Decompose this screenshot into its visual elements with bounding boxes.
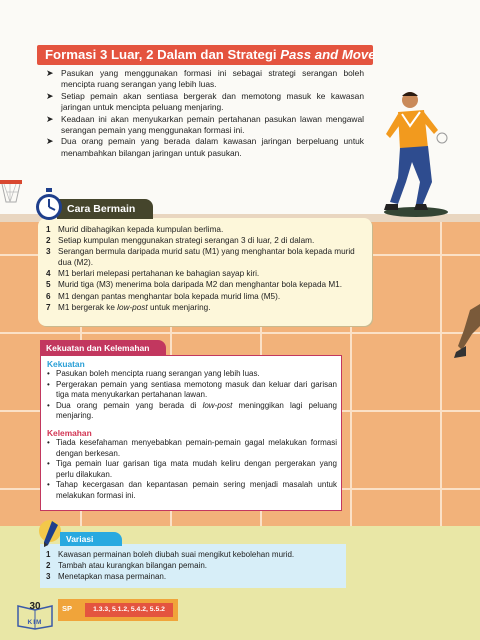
variasi-number: 2: [46, 561, 51, 571]
page-title: [37, 45, 376, 65]
kelemahan-list: [47, 438, 337, 502]
page-label: KIM: [27, 619, 43, 626]
step-text: M1 bergerak ke: [58, 302, 118, 312]
sp-codes: 1.3.3, 5.1.2, 5.4.2, 5.5.2: [85, 603, 173, 617]
list-item: [46, 68, 364, 91]
cara-bermain-heading: Cara Bermain: [57, 199, 153, 219]
variasi-text: Menetapkan masa permainan.: [58, 572, 167, 582]
title-italic: Pass and Move: [280, 47, 376, 62]
list-item: [46, 560, 342, 571]
kekuatan-text: Pasukan boleh mencipta ruang serangan yang lebih luas.: [56, 369, 260, 378]
variasi-text: Tambah atau kurangkan bilangan pemain.: [58, 561, 207, 571]
kekuatan-text: meninggikan lagi peluang menjaring.: [56, 400, 337, 421]
kekuatan-text: Dua orang pemain yang berada di: [56, 400, 203, 410]
cara-bermain-list: [46, 224, 366, 313]
list-item: [46, 571, 342, 582]
step-number: 6: [46, 291, 51, 301]
list-item: [46, 91, 364, 114]
list-item: [46, 224, 366, 235]
intro-text: Dua orang pemain yang berada dalam kawasan jaringan berpeluang untuk menambahkan bilangan jaringan untuk pasukan.: [61, 136, 364, 158]
stopwatch-icon: [34, 188, 64, 222]
list-item: [46, 549, 342, 560]
step-number: 1: [46, 225, 51, 234]
intro-text: Pasukan yang menggunakan formasi ini sebagai strategi serangan boleh mencipta ruang serangan yang lebih luas.: [61, 68, 364, 90]
step-text: Murid dibahagikan kepada kumpulan berlima.: [58, 225, 224, 234]
kekuatan-text: Pergerakan pemain yang sentiasa memotong masuk dan keluar dari garisan tiga mata menyukarkan pertahanan lawan.: [56, 379, 337, 400]
list-item: [46, 235, 366, 246]
list-item: [46, 136, 364, 159]
kekuatan-kelemahan-heading: Kekuatan dan Kelemahan: [40, 340, 166, 356]
kelemahan-text: Tiada kesefahaman menyebabkan pemain-pemain gagal melakukan formasi dengan berkesan.: [56, 438, 337, 458]
sp-label: SP: [62, 604, 73, 613]
list-item: [46, 114, 364, 137]
kelemahan-label: Kelemahan: [47, 428, 92, 438]
page-number: 30: [29, 601, 41, 612]
arrow-bullet-icon: ➤: [46, 68, 54, 78]
step-text: untuk menjaring.: [147, 302, 211, 312]
step-number: 3: [46, 247, 51, 257]
variasi-list: [46, 549, 342, 583]
list-item: [46, 268, 366, 279]
step-number: 4: [46, 269, 51, 279]
variasi-heading: Variasi: [60, 532, 122, 546]
step-text: Murid tiga (M3) menerima bola daripada M2 dan menghantar bola kepada M1.: [58, 280, 342, 290]
intro-list: [46, 68, 364, 159]
variasi-text: Kawasan permainan boleh diubah suai mengikut kebolehan murid.: [58, 550, 295, 559]
list-item: [47, 380, 337, 401]
arrow-bullet-icon: ➤: [46, 136, 54, 147]
step-number: 5: [46, 280, 51, 290]
list-item: [46, 246, 366, 268]
list-item: [47, 438, 337, 459]
step-text: M1 berlari melepasi pertahanan ke bahagian sayap kiri.: [58, 269, 260, 279]
arrow-bullet-icon: ➤: [46, 113, 54, 124]
kekuatan-text-italic: low-post: [202, 400, 233, 410]
list-item: [47, 459, 337, 480]
kelemahan-text: Tiga pemain luar garisan tiga mata mudah keliru dengan pergerakan yang perlu dilakukan.: [56, 459, 337, 479]
step-number: 7: [46, 302, 51, 312]
step-text: Serangan bermula daripada murid satu (M1) yang menghantar bola kepada murid dua (M2).: [58, 247, 355, 268]
list-item: [46, 291, 366, 302]
coach-illustration: [376, 86, 456, 218]
player-illustration: [452, 300, 480, 364]
title-text: Formasi 3 Luar, 2 Dalam dan Strategi: [45, 47, 281, 62]
list-item: [46, 279, 366, 290]
kekuatan-list: [47, 369, 337, 422]
list-item: [47, 369, 337, 380]
intro-text: Setiap pemain akan sentiasa bergerak dan memotong masuk ke kawasan jaringan untuk mencipta peluang menjaring.: [61, 90, 364, 113]
variasi-number: 1: [46, 550, 51, 559]
step-text: Setiap kumpulan menggunakan strategi serangan 3 di luar, 2 di dalam.: [58, 236, 315, 246]
kelemahan-text: Tahap kecergasan dan kepantasan pemain sering menjadi masalah untuk melakukan formasi ini.: [56, 480, 337, 500]
step-text-italic: low-post: [117, 302, 148, 312]
court-line: [0, 332, 480, 334]
step-number: 2: [46, 236, 51, 246]
basketball-hoop: [0, 180, 26, 210]
step-text: M1 dengan pantas menghantar bola kepada murid lima (M5).: [58, 291, 281, 301]
variasi-number: 3: [46, 572, 51, 582]
list-item: [47, 480, 337, 501]
arrow-bullet-icon: ➤: [46, 90, 54, 101]
intro-text: Keadaan ini akan menyukarkan pemain pertahanan pasukan lawan mengawal serangan pemain yang menggunakan formasi ini.: [61, 113, 364, 136]
list-item: [46, 302, 366, 313]
kekuatan-label: Kekuatan: [47, 359, 85, 369]
court-line: [440, 214, 442, 526]
list-item: [47, 401, 337, 422]
